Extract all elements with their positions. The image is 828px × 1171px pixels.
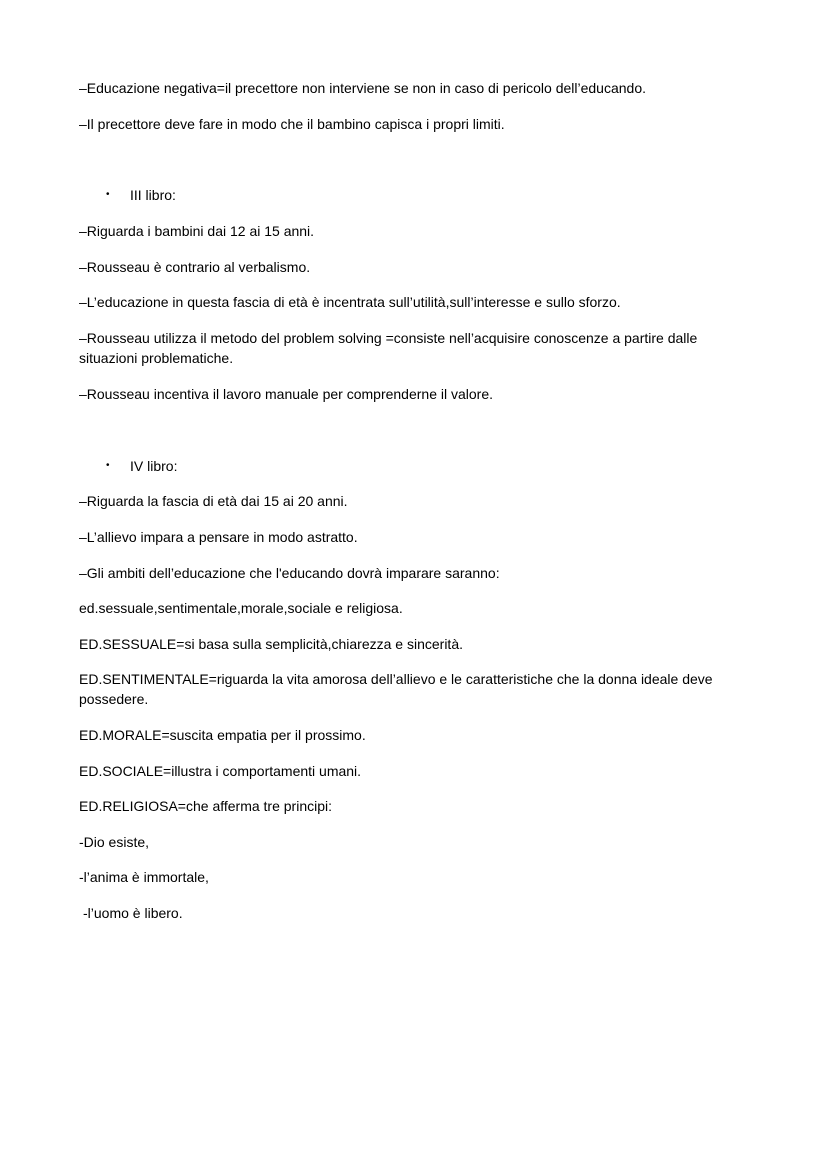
section-title: III libro: <box>130 187 176 203</box>
text-line: –Il precettore deve fare in modo che il bambino capisca i propri limiti. <box>79 116 505 132</box>
bullet-icon: • <box>106 189 110 200</box>
text-line: ED.RELIGIOSA=che afferma tre principi: <box>79 798 333 814</box>
text-line: ED.MORALE=suscita empatia per il prossimo. <box>79 727 366 743</box>
text-line: –Riguarda i bambini dai 12 ai 15 anni. <box>79 223 315 239</box>
text-line: -l’uomo è libero. <box>83 905 183 921</box>
text-line: –L’allievo impara a pensare in modo astratto. <box>79 529 358 545</box>
text-line: –Riguarda la fascia di età dai 15 ai 20 anni. <box>79 493 348 509</box>
section-title: IV libro: <box>130 458 178 474</box>
text-line: –Gli ambiti dell’educazione che l'educando dovrà imparare saranno: <box>79 565 500 581</box>
text-line: –Educazione negativa=il precettore non interviene se non in caso di pericolo dell’educando. <box>79 80 646 96</box>
text-line: ED.SENTIMENTALE=riguarda la vita amorosa dell’allievo e le caratteristiche che la donna ideale deve <box>79 671 713 687</box>
text-line: -l’anima è immortale, <box>79 869 209 885</box>
text-line: ed.sessuale,sentimentale,morale,sociale e religiosa. <box>79 600 403 616</box>
section-heading-book4 <box>106 456 177 476</box>
text-line: –Rousseau incentiva il lavoro manuale per comprenderne il valore. <box>79 386 494 402</box>
text-line: –Rousseau utilizza il metodo del problem solving =consiste nell’acquisire conoscenze a partire dalle <box>79 330 698 346</box>
bullet-icon: • <box>106 460 110 471</box>
text-line: possedere. <box>79 691 149 707</box>
section-heading-book3 <box>106 185 176 205</box>
text-line: –Rousseau è contrario al verbalismo. <box>79 259 311 275</box>
text-line: ED.SESSUALE=si basa sulla semplicità,chiarezza e sincerità. <box>79 636 464 652</box>
text-line: ED.SOCIALE=illustra i comportamenti umani. <box>79 763 362 779</box>
text-line: –L’educazione in questa fascia di età è incentrata sull’utilità,sull’interesse e sullo sforzo. <box>79 294 621 310</box>
text-line: situazioni problematiche. <box>79 350 234 366</box>
text-line: -Dio esiste, <box>79 834 150 850</box>
